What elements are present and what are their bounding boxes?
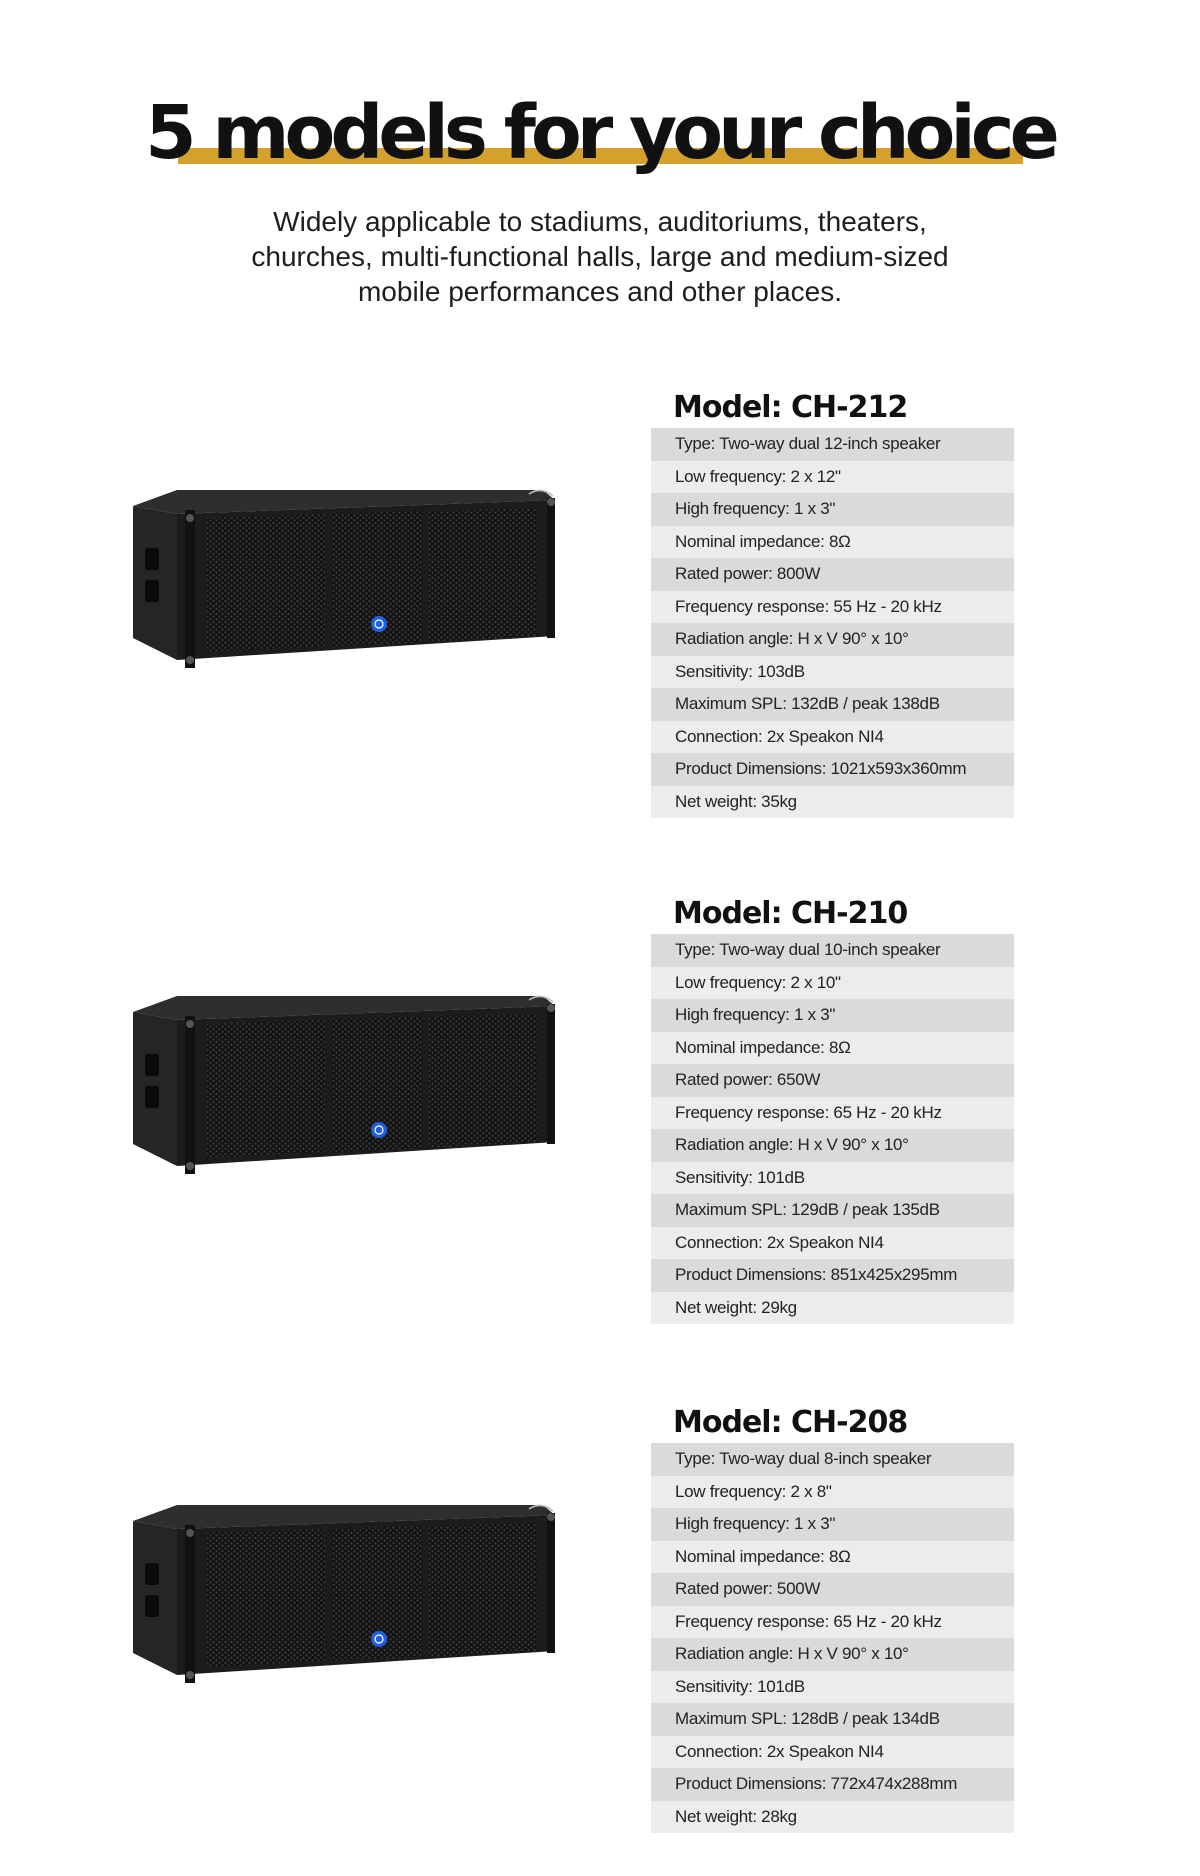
spec-row: Frequency response: 65 Hz - 20 kHz xyxy=(651,1097,1014,1130)
spec-table xyxy=(651,1443,1014,1833)
spec-row: Product Dimensions: 1021x593x360mm xyxy=(651,753,1014,786)
spec-row: Rated power: 650W xyxy=(651,1064,1014,1097)
subtitle-line: mobile performances and other places. xyxy=(357,276,843,307)
spec-row: Frequency response: 65 Hz - 20 kHz xyxy=(651,1606,1014,1639)
spec-row: Rated power: 500W xyxy=(651,1573,1014,1606)
spec-row: Radiation angle: H x V 90° x 10° xyxy=(651,1129,1014,1162)
spec-row: Product Dimensions: 772x474x288mm xyxy=(651,1768,1014,1801)
spec-row: Net weight: 29kg xyxy=(651,1292,1014,1325)
subtitle-line: churches, multi-functional halls, large and medium-sized xyxy=(251,241,949,272)
spec-row: Maximum SPL: 132dB / peak 138dB xyxy=(651,688,1014,721)
spec-row: Net weight: 35kg xyxy=(651,786,1014,819)
spec-row: Maximum SPL: 129dB / peak 135dB xyxy=(651,1194,1014,1227)
spec-row: Radiation angle: H x V 90° x 10° xyxy=(651,623,1014,656)
spec-row: Maximum SPL: 128dB / peak 134dB xyxy=(651,1703,1014,1736)
spec-row: High frequency: 1 x 3" xyxy=(651,493,1014,526)
spec-row: Net weight: 28kg xyxy=(651,1801,1014,1834)
spec-row: High frequency: 1 x 3" xyxy=(651,1508,1014,1541)
spec-row: Radiation angle: H x V 90° x 10° xyxy=(651,1638,1014,1671)
model-title: Model: CH-208 xyxy=(673,1405,908,1440)
spec-row: Sensitivity: 101dB xyxy=(651,1162,1014,1195)
page-title: 5 models for your choice xyxy=(145,90,1055,176)
spec-row: Type: Two-way dual 8-inch speaker xyxy=(651,1443,1014,1476)
model-block-ch212 xyxy=(0,388,1200,818)
page-subtitle xyxy=(200,204,1000,309)
spec-row: Type: Two-way dual 10-inch speaker xyxy=(651,934,1014,967)
model-title: Model: CH-210 xyxy=(673,896,908,931)
spec-row: Frequency response: 55 Hz - 20 kHz xyxy=(651,591,1014,624)
spec-table xyxy=(651,934,1014,1324)
spec-row: Connection: 2x Speakon NI4 xyxy=(651,1736,1014,1769)
spec-row: Nominal impedance: 8Ω xyxy=(651,526,1014,559)
spec-row: Nominal impedance: 8Ω xyxy=(651,1541,1014,1574)
speaker-product-image xyxy=(125,994,565,1184)
spec-row: Low frequency: 2 x 12" xyxy=(651,461,1014,494)
speaker-product-image xyxy=(125,1503,565,1693)
spec-row: Sensitivity: 103dB xyxy=(651,656,1014,689)
model-block-ch210 xyxy=(0,894,1200,1324)
spec-row: Connection: 2x Speakon NI4 xyxy=(651,721,1014,754)
subtitle-line: Widely applicable to stadiums, auditoriums, theaters, xyxy=(273,206,927,237)
spec-row: High frequency: 1 x 3" xyxy=(651,999,1014,1032)
model-block-ch208 xyxy=(0,1403,1200,1833)
spec-table xyxy=(651,428,1014,818)
spec-row: Type: Two-way dual 12-inch speaker xyxy=(651,428,1014,461)
speaker-product-image xyxy=(125,488,565,678)
hero-header xyxy=(0,88,1200,178)
spec-row: Connection: 2x Speakon NI4 xyxy=(651,1227,1014,1260)
spec-row: Nominal impedance: 8Ω xyxy=(651,1032,1014,1065)
spec-row: Low frequency: 2 x 10" xyxy=(651,967,1014,1000)
spec-row: Product Dimensions: 851x425x295mm xyxy=(651,1259,1014,1292)
spec-row: Sensitivity: 101dB xyxy=(651,1671,1014,1704)
spec-row: Rated power: 800W xyxy=(651,558,1014,591)
spec-row: Low frequency: 2 x 8" xyxy=(651,1476,1014,1509)
model-title: Model: CH-212 xyxy=(673,390,908,425)
